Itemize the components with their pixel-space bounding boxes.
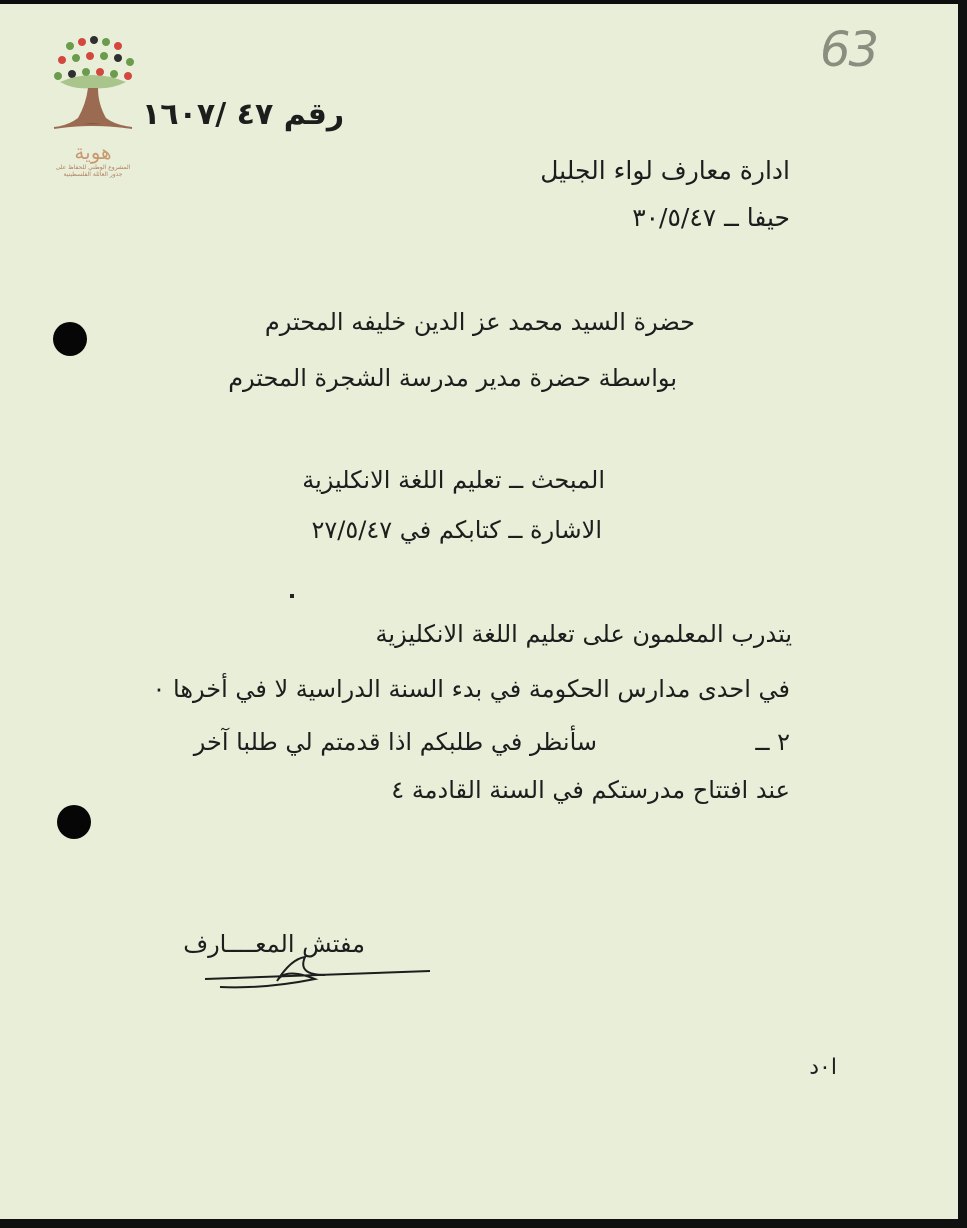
- body-line-1: يتدرب المعلمون على تعليم اللغة الانكليزية: [375, 620, 792, 648]
- body-line-3-number: ٢ ــ: [755, 728, 790, 756]
- logo-word: هوية: [74, 140, 112, 164]
- logo-subtitle-1: المشروع الوطني للحفاظ على: [55, 164, 131, 171]
- body-line-3-text: سأنظر في طلبكم اذا قدمتم لي طلبا آخر: [193, 728, 597, 756]
- scan-edge-bottom: [0, 1219, 967, 1228]
- page-number: 63: [820, 22, 878, 78]
- subject-topic: المبحث ــ تعليم اللغة الانكليزية: [302, 466, 605, 494]
- footer-initials: ا٠د: [809, 1055, 837, 1080]
- addressee-line-2: بواسطة حضرة مدير مدرسة الشجرة المحترم: [228, 364, 677, 392]
- logo-subtitle-2: جذور العائلة الفلسطينية: [63, 171, 123, 179]
- punch-hole-bottom: [57, 805, 91, 839]
- signature-title: مفتش المعــــارف: [183, 930, 365, 958]
- place-date: حيفا ــ ٣٠/٥/٤٧: [632, 203, 790, 232]
- subject-reference: الاشارة ــ كتابكم في ٢٧/٥/٤٧: [311, 516, 602, 544]
- body-line-2: في احدى مدارس الحكومة في بدء السنة الدراسية لا في أخرها ٠: [152, 675, 790, 703]
- body-line-4: عند افتتاح مدرستكم في السنة القادمة ٤: [391, 776, 790, 804]
- handwritten-signature: [165, 945, 435, 995]
- addressee-line-1: حضرة السيد محمد عز الدين خليفه المحترم: [264, 308, 695, 336]
- office-name: ادارة معارف لواء الجليل: [540, 156, 790, 185]
- scan-edge-right: [958, 0, 967, 1228]
- reference-number: رقم ٤٧ /١٦٠٧: [142, 97, 345, 132]
- punch-hole-top: [53, 322, 87, 356]
- logo-caption: [42, 140, 144, 178]
- stray-mark: [290, 594, 294, 598]
